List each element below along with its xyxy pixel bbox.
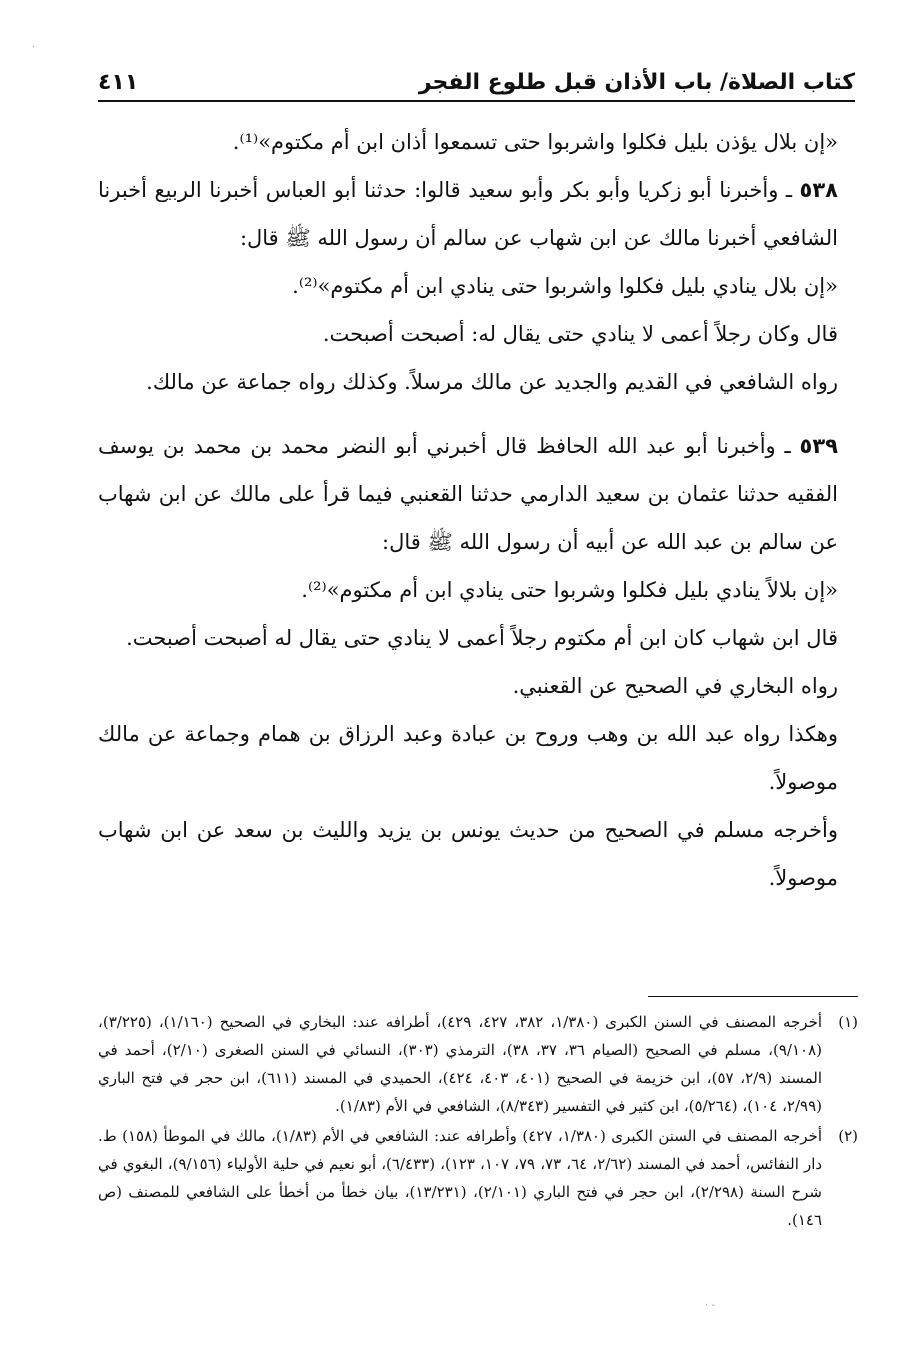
footnote-separator <box>648 996 858 997</box>
page-header <box>98 58 855 102</box>
paragraph-gap <box>98 406 858 422</box>
hadith-538 <box>98 166 858 262</box>
commentary-1: رواه الشافعي في القديم والجديد عن مالك مرسلاً. وكذلك رواه جماعة عن مالك. <box>146 370 838 394</box>
scan-speck: · <box>32 42 36 53</box>
footnote-mark: (١) <box>838 1013 858 1031</box>
isnad-539: ـ وأخبرنا أبو عبد الله الحافظ قال أخبرني أبو النضر محمد بن محمد بن يوسف الفقيه حدثنا عثمان بن سعيد الدارمي حدثنا القعنبي فيما قرأ على مالك عن ابن شهاب عن سالم بن عبد الله عن أبيه أن رسول الله ﷺ قال: <box>98 434 838 554</box>
page-number: ٤١١ <box>98 70 139 95</box>
footnote-text: أخرجه المصنف في السنن الكبرى (١/٣٨٠، ٤٢٧) وأطرافه عند: الشافعي في الأم (١/٨٣)، مالك في الموطأ (١٥٨) ط. دار النفائس، أحمد في المسند (٢/٦٢، ٦٤، ٧٣، ٧٩، ١٠٧، ١٢٣)، (٦/٤٣٣)، أبو نعيم في حلية الأولياء (٩/١٥٦)، البغوي في شرح السنة (٢/٢٩٨)، ابن حجر في فتح الباري (٢/١٠١)، (١٣/٢٣١)، بيان خطأ من أخطأ على الشافعي للمصنف (ص ١٤٦). <box>98 1127 823 1229</box>
footnote-mark: (٢) <box>838 1127 858 1145</box>
footnote-item <box>98 1122 858 1234</box>
hadith-text-2: «إن بلال ينادي بليل فكلوا واشربوا حتى ينادي ابن أم مكتوم»⁽²⁾. <box>292 274 838 298</box>
commentary-4: وأخرجه مسلم في الصحيح من حديث يونس بن يزيد والليث بن سعد عن ابن شهاب موصولاً. <box>98 818 838 890</box>
running-title: كتاب الصلاة/ باب الأذان قبل طلوع الفجر <box>418 70 855 95</box>
isnad-538: ـ وأخبرنا أبو زكريا وأبو بكر وأبو سعيد قالوا: حدثنا أبو العباس أخبرنا الربيع أخبرنا الشافعي أخبرنا مالك عن ابن شهاب عن سالم أن رسول الله ﷺ قال: <box>98 178 838 250</box>
commentary-3: وهكذا رواه عبد الله بن وهب وروح بن عبادة وعبد الرزاق بن همام وجماعة عن مالك موصولاً. <box>98 722 838 794</box>
main-text <box>98 118 858 902</box>
footnotes <box>98 1008 858 1236</box>
hadith-text-3: «إن بلالاً ينادي بليل فكلوا وشربوا حتى ينادي ابن أم مكتوم»⁽²⁾. <box>301 578 838 602</box>
scan-speck: ‐ · <box>705 1300 715 1311</box>
narration-note-2: قال ابن شهاب كان ابن أم مكتوم رجلاً أعمى لا ينادي حتى يقال له أصبحت أصبحت. <box>126 626 838 650</box>
footnote-text: أخرجه المصنف في السنن الكبرى (١/٣٨٠، ٣٨٢، ٤٢٧، ٤٢٩)، أطرافه عند: البخاري في الصحيح (١/١٦٠)، (٣/٢٢٥)، (٩/١٠٨)، مسلم في الصحيح (الصيام ٣٦، ٣٧، ٣٨)، الترمذي (٣٠٣)، النسائي في السنن الصغرى (٢/١٠)، أحمد في المسند (٢/٩، ٥٧)، ابن خزيمة في الصحيح (٤٠١، ٤٠٣، ٤٢٤)، الحميدي في المسند (٦١١)، ابن حجر في فتح الباري (٢/٩٩، ١٠٤)، (٥/٢٦٤)، ابن كثير في التفسير (٨/٣٤٣)، الشافعي في الأم (١/٨٣). <box>98 1013 823 1115</box>
hadith-text-1: «إن بلال يؤذن بليل فكلوا واشربوا حتى تسمعوا أذان ابن أم مكتوم»⁽¹⁾. <box>232 130 838 154</box>
footnote-item <box>98 1008 858 1120</box>
hadith-number-539: ٥٣٩ <box>799 434 838 458</box>
hadith-539 <box>98 422 858 566</box>
hadith-number-538: ٥٣٨ <box>799 178 838 202</box>
narration-note-1: قال وكان رجلاً أعمى لا ينادي حتى يقال له: أصبحت أصبحت. <box>322 322 838 346</box>
commentary-2: رواه البخاري في الصحيح عن القعنبي. <box>512 674 838 698</box>
